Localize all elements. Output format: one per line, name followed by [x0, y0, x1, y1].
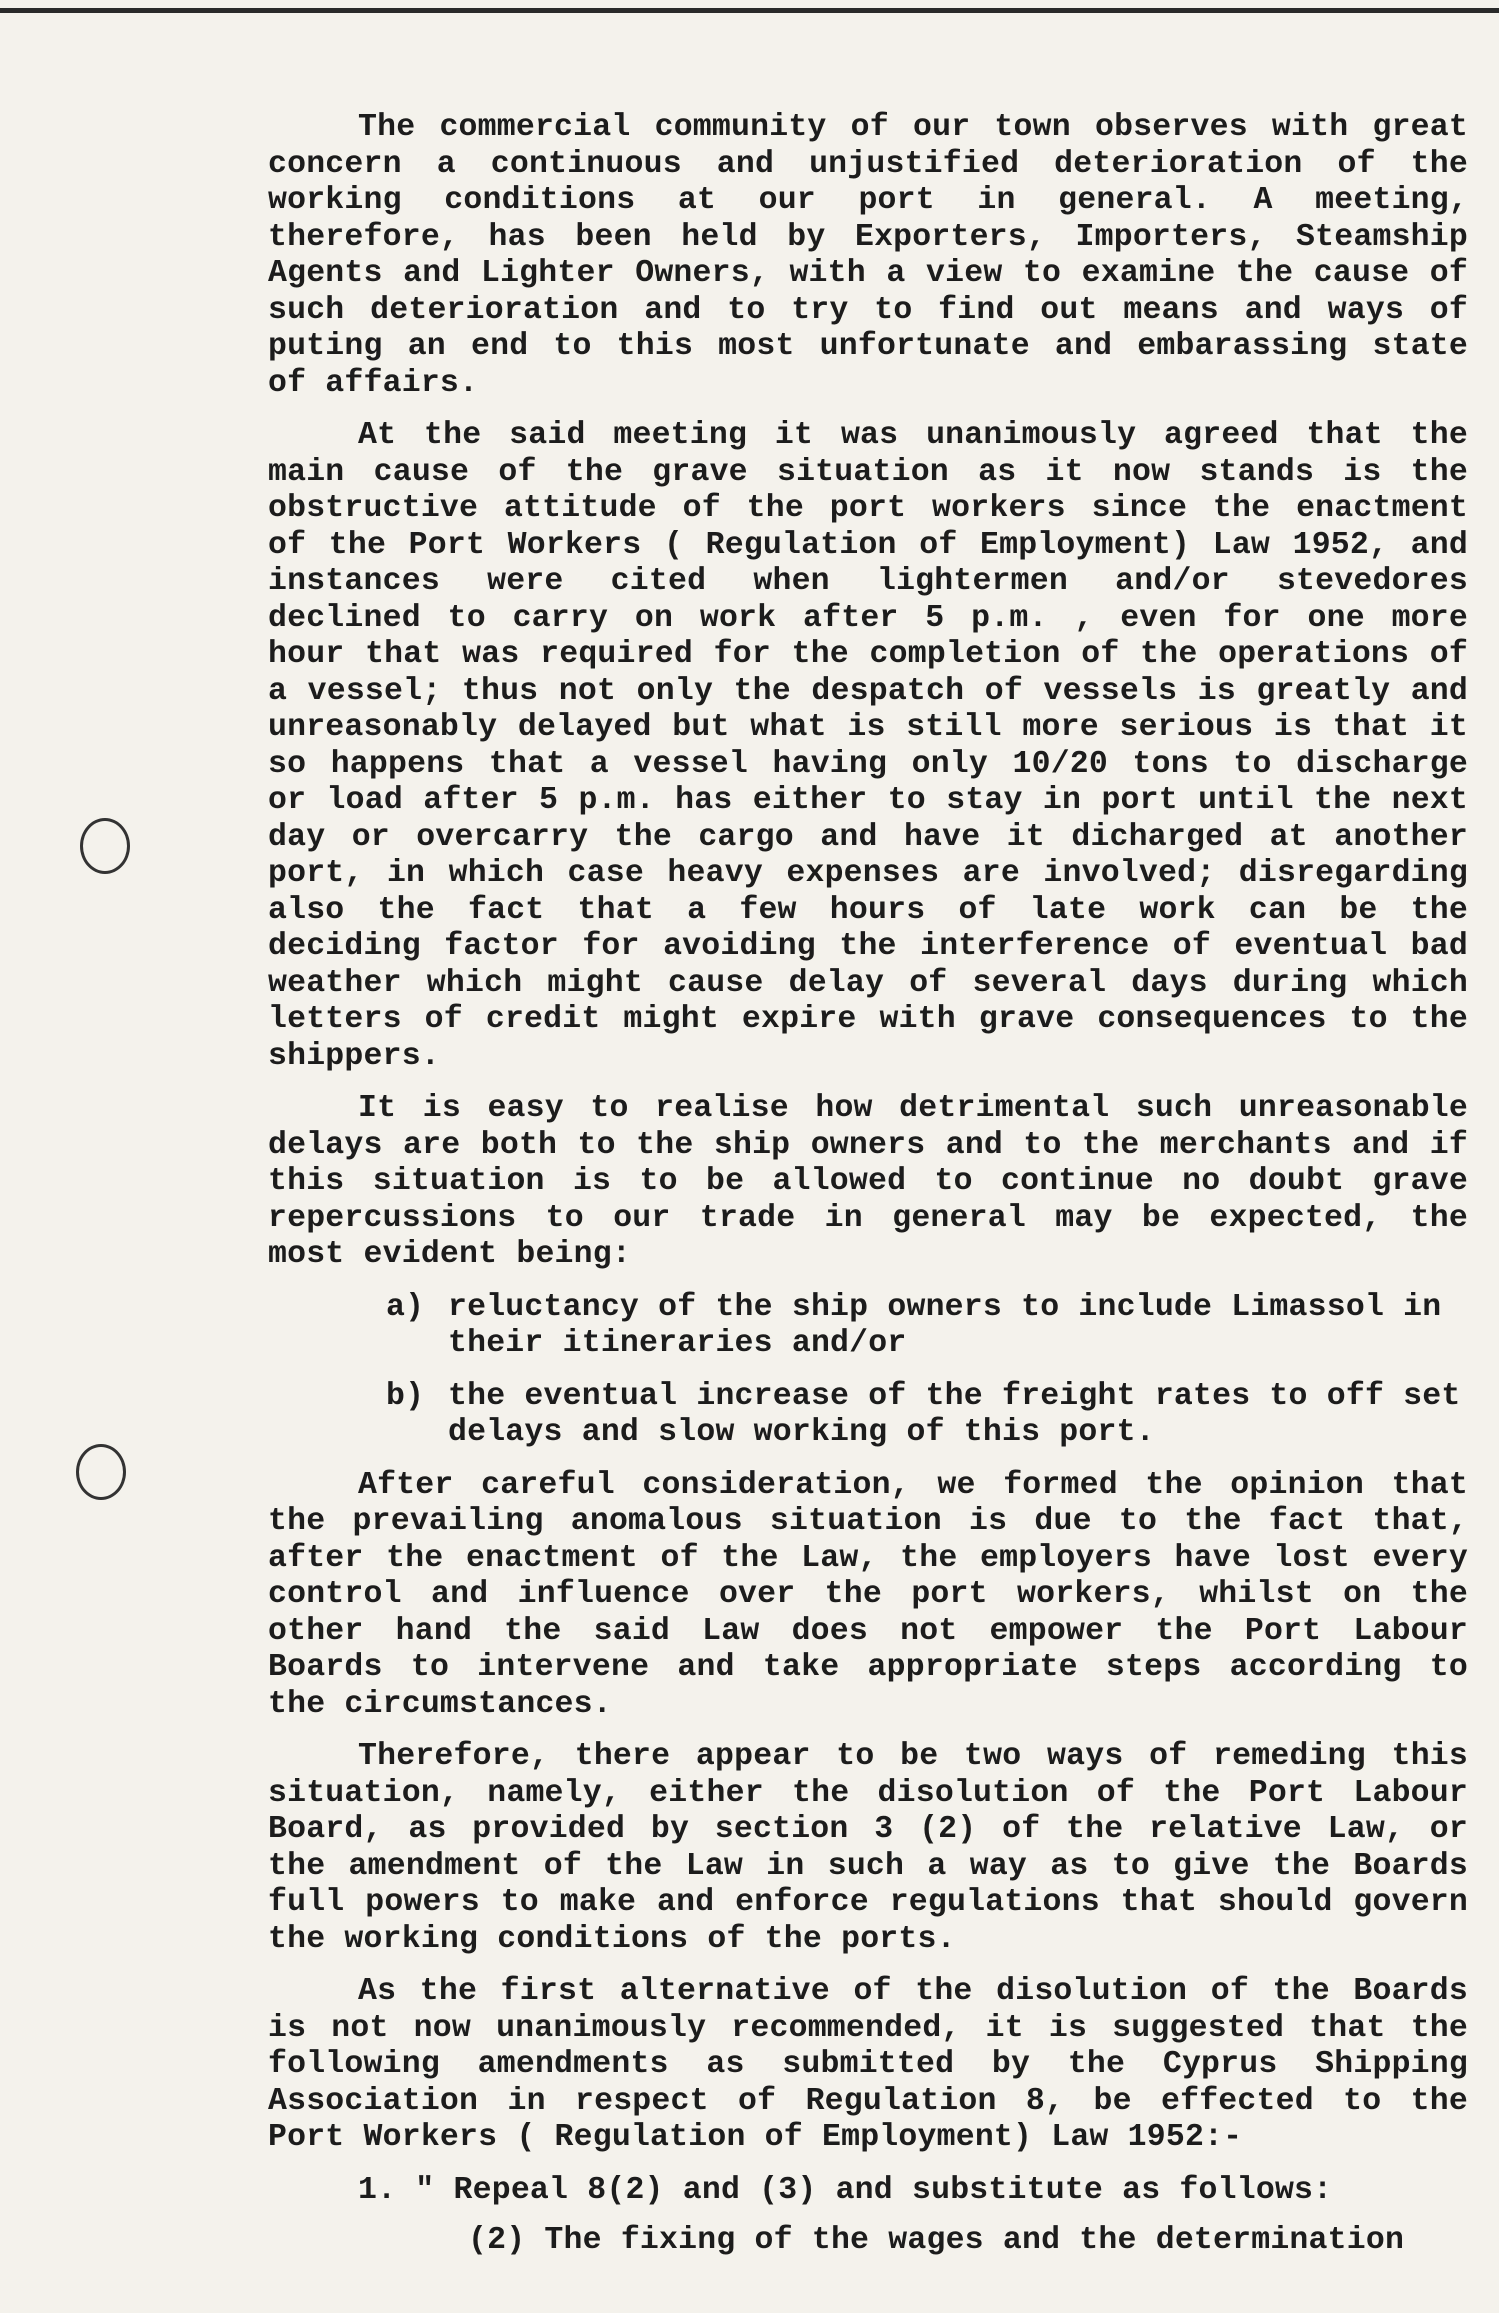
- paragraph-consequences: It is easy to realise how detrimental such unreasonable delays are both to the ship owners and to the merchants and if this situation is to be allowed to continue no doubt grave repercussions to our trade in general may be expected, the most evident being:: [268, 1091, 1468, 1272]
- amendment-subclause: (2) The fixing of the wages and the determination: [468, 2223, 1405, 2258]
- list-marker: a): [386, 1289, 425, 1325]
- list-item: [386, 1379, 1468, 1452]
- paragraph-intro: The commercial community of our town observes with great concern a continuous and unjustified deterioration of the working conditions at our port in general. A meeting, therefore, has been held by Exporters, Importers, Steamship Agents and Lighter Owners, with a view to examine the cause of such deterioration and to try to find out means and ways of puting an end to this most unfortunate and embarassing state of affairs.: [268, 110, 1468, 401]
- paragraph-opinion: After careful consideration, we formed the opinion that the prevailing anomalous situation is due to the fact that, after the enactment of the Law, the employers have lost every control and influence over the port workers, whilst on the other hand the said Law does not empower the Port Labour Boards to intervene and take appropriate steps according to the circumstances.: [268, 1467, 1468, 1722]
- punch-hole-icon: [76, 1444, 126, 1500]
- top-edge-rule: [0, 8, 1499, 13]
- list-item: [386, 1290, 1468, 1363]
- list-text: the eventual increase of the freight rates to off set delays and slow working of this port.: [448, 1378, 1461, 1450]
- paragraph-amendments: As the first alternative of the disolution of the Boards is not now unanimously recommended, it is suggested that the following amendments as submitted by the Cyprus Shipping Association in respect of Regulation 8, be effected to the Port Workers ( Regulation of Employment) Law 1952:-: [268, 1974, 1468, 2155]
- letter-body: [268, 110, 1468, 2260]
- paragraph-remedies: Therefore, there appear to be two ways of remeding this situation, namely, either the disolution of the Port Labour Board, as provided by section 3 (2) of the relative Law, or the amendment of the Law in such a way as to give the Boards full powers to make and enforce regulations that should govern the working conditions of the ports.: [268, 1739, 1468, 1957]
- punch-hole-icon: [80, 818, 130, 874]
- paragraph-meeting: At the said meeting it was unanimously agreed that the main cause of the grave situation as it now stands is the obstructive attitude of the port workers since the enactment of the Port Workers ( Regulation of Employment) Law 1952, and instances were cited when lightermen and/or stevedores declined to carry on work after 5 p.m. , even for one more hour that was required for the completion of the operations of a vessel; thus not only the despatch of vessels is greatly and unreasonably delayed but what is still more serious is that it so happens that a vessel having only 10/20 tons to discharge or load after 5 p.m. has either to stay in port until the next day or overcarry the cargo and have it dicharged at another port, in which case heavy expenses are involved; disregarding also the fact that a few hours of late work can be the deciding factor for avoiding the interference of eventual bad weather which might cause delay of several days during which letters of credit might expire with grave consequences to the shippers.: [268, 418, 1468, 1074]
- list-marker: b): [386, 1378, 425, 1414]
- list-text: reluctancy of the ship owners to include Limassol in their itineraries and/or: [448, 1289, 1442, 1361]
- amendment-line: 1. " Repeal 8(2) and (3) and substitute as follows:: [358, 2172, 1333, 2208]
